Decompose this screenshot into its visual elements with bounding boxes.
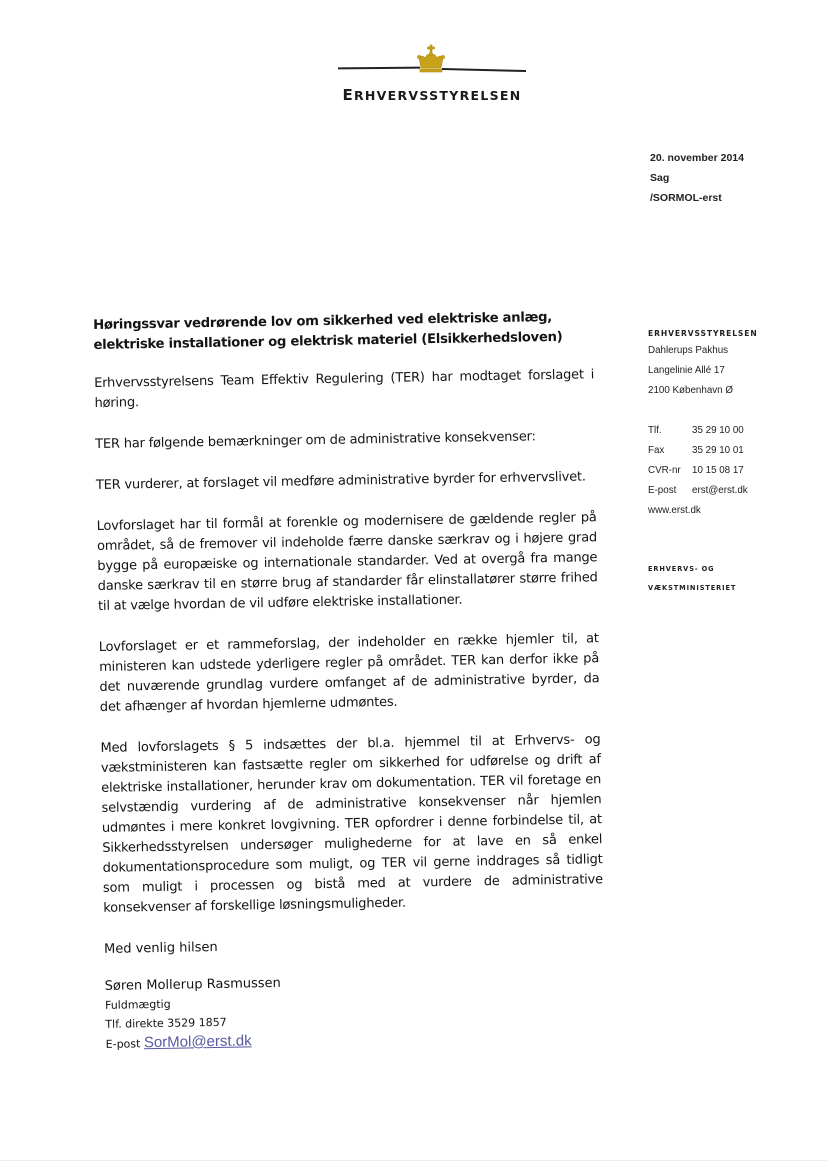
letter-paragraph: TER har følgende bemærkninger om de administrative konsekvenser:: [95, 429, 536, 452]
signer-phone: Tlf. direkte 3529 1857: [105, 1015, 227, 1031]
sidebar-address: [648, 341, 733, 401]
contact-row-email: [648, 481, 748, 501]
sidebar-contacts: [648, 421, 748, 521]
contact-row-cvr: [648, 461, 748, 481]
ministry-line: ERHVERVS- OG: [648, 565, 715, 573]
letter-paragraph: TER vurderer, at forslaget vil medføre administrative byrder for erhvervslivet.: [95, 469, 586, 493]
address-line: Langelinie Allé 17: [648, 365, 725, 376]
letter-paragraph: Lovforslaget har til formål at forenkle og modernisere de gældende regler på området, så de fremover vil indeholde færre danske særkrav og i højere grad bygge på europæiske og internationale standarder. Ved at overgå fra mange danske særkrav til en større brug af standarder får elinstallatører større frihed til at vælge hvordan de vil udføre elektriske installationer.: [96, 510, 598, 614]
crown-icon: [414, 44, 448, 78]
case-reference: /SORMOL-erst: [650, 192, 722, 204]
signer-name: Søren Mollerup Rasmussen: [104, 975, 281, 994]
contact-label: CVR-nr: [648, 465, 681, 476]
signer-email-link[interactable]: SorMol@erst.dk: [143, 1032, 252, 1052]
letterhead-rule-left: [338, 67, 420, 70]
signer-email-label: E-post: [105, 1037, 141, 1051]
contact-row-phone: [648, 421, 748, 441]
contact-row-fax: [648, 441, 748, 461]
letter-body: [93, 307, 606, 1054]
letter-paragraph: Erhvervsstyrelsens Team Effektiv Regulering (TER) har modtaget forslaget i høring.: [94, 367, 595, 411]
sidebar-ministry: [648, 560, 736, 598]
closing: Med venlig hilsen: [103, 939, 218, 957]
contact-label: Tlf.: [648, 425, 662, 436]
contact-value: 10 15 08 17: [692, 465, 744, 476]
agency-name: [300, 86, 564, 104]
signature-block: [104, 931, 606, 1054]
letter-date: 20. november 2014: [650, 152, 744, 164]
letter-paragraph: Med lovforslagets § 5 indsættes der bl.a. hjemmel til at Erhvervs- og vækstministeren kan fastsætte regler om sikkerhed for udførelse og drift af elektriske installationer, herunder krav om dokumentation. TER vil foretage en selvstændig vurdering af de administrative konsekvenser når hjemlen udmøntes i mere konkret lovgivning. TER opfordrer i denne forbindelse til, at Sikkerhedsstyrelsen undersøger mulighederne for at lave en så enkel dokumentationsprocedure som muligt, og TER vil gerne inddrages så tidligt som muligt i processen og bistå med at vurdere de administrative konsekvenser af forskellige løsningsmuligheder.: [100, 732, 604, 916]
letterhead-rule-right: [442, 68, 526, 72]
sidebar-website: www.erst.dk: [648, 505, 701, 516]
contact-value: erst@erst.dk: [692, 485, 748, 496]
contact-value: 35 29 10 00: [692, 425, 744, 436]
agency-name-rest: RHVERVSSTYRELSEN: [353, 88, 522, 103]
address-line: 2100 København Ø: [648, 385, 733, 396]
contact-value: 35 29 10 01: [692, 445, 744, 456]
ministry-line: VÆKSTMINISTERIET: [648, 584, 737, 592]
agency-name-initial: E: [342, 86, 354, 104]
contact-label: E-post: [648, 485, 677, 496]
sidebar-org-name: ERHVERVSSTYRELSEN: [648, 329, 758, 338]
letter-paragraph: Lovforslaget er et rammeforslag, der indeholder en række hjemler til, at ministeren kan udstede yderligere regler på området. TER kan derfor ikke på det nuværende grundlag vurdere omfanget af de administrative byrder, da det afhænger af hvordan hjemlerne udmøntes.: [98, 631, 600, 715]
contact-label: Fax: [648, 445, 665, 456]
address-line: Dahlerups Pakhus: [648, 345, 729, 356]
page-bottom-edge: [0, 1160, 827, 1161]
letter-subject: Høringssvar vedrørende lov om sikkerhed ved elektriske anlæg, elektriske installationer og elektrisk materiel (Elsikkerhedsloven): [93, 309, 563, 353]
case-label: Sag: [650, 172, 670, 184]
signer-title: Fuldmægtig: [104, 997, 171, 1012]
